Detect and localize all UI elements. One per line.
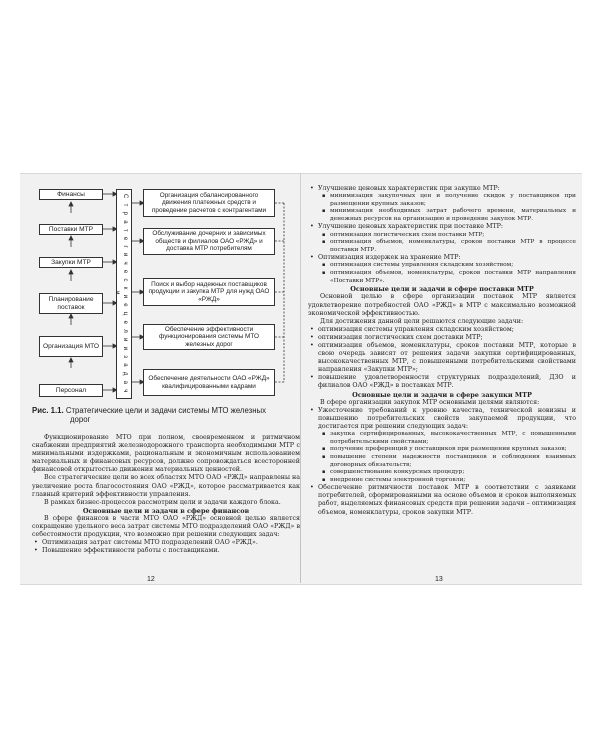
caption-text: Стратегические цели и задачи системы МТО железных: [65, 406, 267, 415]
sub-list-item: ▪ закупка сертифицированных, высококачественных МТР, с повышенными потребительскими свойствами;: [308, 431, 576, 446]
list-item: • Ужесточение требований к уровню качества, технической новизны и повышению потребительских свойств закупаемой продукции, что достигается при решении следующих задач:: [308, 407, 576, 431]
paragraph-2: Все стратегические цели во всех областях МТО ОАО «РЖД» направлены на увеличение роста благосостояния ОАО «РЖД», которое рассматривается как главный критерий эффективности управления.: [32, 474, 300, 498]
goal-efficiency: Обеспечение эффективности функционирования системы МТО железных дорог: [143, 324, 275, 350]
bullet-list: [308, 223, 576, 231]
list-item: • Улучшение ценовых характеристик при закупке МТР:: [308, 185, 576, 193]
sub-list-item: ▪ оптимизация логистических схем поставки МТР;: [308, 232, 576, 240]
paragraph-3: В рамках бизнес-процессов рассмотрим цели и задачи каждого блока.: [44, 498, 281, 506]
list-item: • оптимизация логистических схем доставки МТР;: [308, 334, 576, 342]
caption-continuation: дорог: [70, 415, 91, 424]
sub-list: [308, 232, 576, 255]
list-item: • оптимизация объемов, номенклатуры, сроков поставки МТР, которые в свою очередь зависят от решения задачи закупки сертифицированных, высококачественных МТР, с повышенными потребительскими свойствами направления «Закупки МТР»;: [308, 342, 576, 374]
sub-list: [308, 431, 576, 484]
right-block-1: [308, 185, 576, 193]
figure-caption: [32, 406, 300, 424]
sub-list-item: ▪ оптимизация объемов, номенклатуры, сроков поставки МТР направления «Поставки МТР».: [308, 270, 576, 285]
bullet-list: [308, 254, 576, 262]
book-gutter: [300, 173, 301, 583]
sub-list-item: ▪ повышение степени надежности поставщиков и соблюдения взаимных договорных обязательств;: [308, 454, 576, 469]
sub-list-item: ▪ внедрение системы электронной торговли;: [308, 477, 576, 485]
box-supply-planning: Планирование поставок: [39, 293, 103, 314]
supply-task-list: [308, 326, 576, 391]
goal-personnel: Обеспечение деятельности ОАО «РЖД» квалифицированными кадрами: [143, 369, 275, 396]
heading-finance: Основные цели и задачи в сфере финансов: [82, 506, 250, 515]
paragraph-purchases: В сфере организации закупок МТР основными целями являются:: [320, 398, 540, 406]
sub-list: [308, 262, 576, 285]
page-number-right: 13: [435, 576, 443, 583]
paragraph-supplies: Основной целью в сфере организации поставок МТР является удовлетворение потребностей ОАО «РЖД» в МТР с максимально возможной экономической эффективностью.: [308, 293, 576, 317]
sub-list-item: ▪ оптимизация системы управления складским хозяйством;: [308, 262, 576, 270]
list-item: • повышение удовлетворенности структурных подразделений, ДЗО и филиалов ОАО «РЖД» в поставках МТР.: [308, 374, 576, 390]
box-mtr-purchases: Закупки МТР: [39, 257, 103, 268]
goal-delivery: Обслуживание дочерних и зависимых обществ и филиалов ОАО «РЖД» и доставка МТР потребителям: [143, 228, 275, 255]
box-finance: Финансы: [39, 189, 103, 200]
box-mtr-supplies: Поставки МТР: [39, 224, 103, 235]
list-item: • Повышение эффективности работы с поставщиками.: [32, 547, 300, 555]
heading-purchases: Основные цели и задачи в сфере закупки МТР: [352, 390, 532, 399]
caption-label: Рис. 1.1.: [32, 406, 64, 415]
sub-list-item: ▪ минимизация необходимых затрат рабочего времени, материальных и денежных ресурсов на организацию и проведение закупок МТР.: [308, 208, 576, 223]
list-item: • оптимизация системы управления складским хозяйством;: [308, 326, 576, 334]
strategic-goals-label: С т р а т е г и ч е с к и е ц е л и и з а д а ч и: [114, 193, 128, 395]
list-item: • Обеспечение ритмичности поставок МТР в соответствии с заявками потребителей, сформированными на основе объемов и сроков выполняемых работ, выделяемых финансовых средств при решении задачи – оптимизация объемов, номенклатуры, сроков закупки МТР.: [308, 484, 576, 516]
paragraph-4: В сфере финансов в части МТО ОАО «РЖД» основной целью является сокращение удельного веса затрат системы МТО подразделений ОАО «РЖД» в себестоимости продукции, что возможно при решении следующих задач:: [32, 515, 300, 539]
box-mto-organization: Организация МТО: [39, 336, 103, 357]
left-page: [32, 185, 300, 556]
right-page: [308, 185, 576, 517]
goal-finance: Организация сбалансированного движения платежных средств и проведение расчетов с контрагентами: [143, 189, 275, 217]
sub-list-item: ▪ оптимизация объемов, номенклатуры, сроков поставки МТР в процессе поставки МТР.: [308, 239, 576, 254]
page-number-left: 12: [147, 576, 155, 583]
finance-task-list: [32, 539, 300, 555]
paragraph-1: Функционирование МТО при полном, своевременном и ритмичном снабжении предприятий железнодорожного транспорта необходимыми МТР с минимальными издержками, рациональным и экономичным использованием материальных и финансовых ресурсов, должно сопровождаться всесторонней финансовой открытостью движения материальных ценностей.: [32, 434, 300, 474]
list-item: • Оптимизация издержек на хранение МТР:: [308, 254, 576, 262]
sub-list-item: ▪ минимизация закупочных цен и получение скидок у поставщиков при размещении крупных заказов;: [308, 193, 576, 208]
bullet-list: [308, 484, 576, 516]
list-item: • Улучшение ценовых характеристик при поставке МТР:: [308, 223, 576, 231]
bullet-list: [308, 407, 576, 431]
heading-supplies: Основные цели и задачи в сфере поставки МТР: [350, 285, 534, 294]
sub-list: [308, 193, 576, 223]
sub-list-item: ▪ совершенствование конкурсных процедур;: [308, 469, 576, 477]
strategy-diagram: [32, 185, 292, 403]
box-personnel: Персонал: [39, 384, 103, 397]
sub-list-item: ▪ получение преференций у поставщиков при размещении крупных заказов;: [308, 446, 576, 454]
goal-suppliers: Поиск и выбор надежных поставщиков продукции и закупка МТР для нужд ОАО «РЖД»: [143, 278, 275, 306]
paragraph-tasks: Для достижения данной цели решаются следующие задачи:: [320, 317, 524, 325]
list-item: • Оптимизация затрат системы МТО подразделений ОАО «РЖД».: [32, 539, 300, 547]
